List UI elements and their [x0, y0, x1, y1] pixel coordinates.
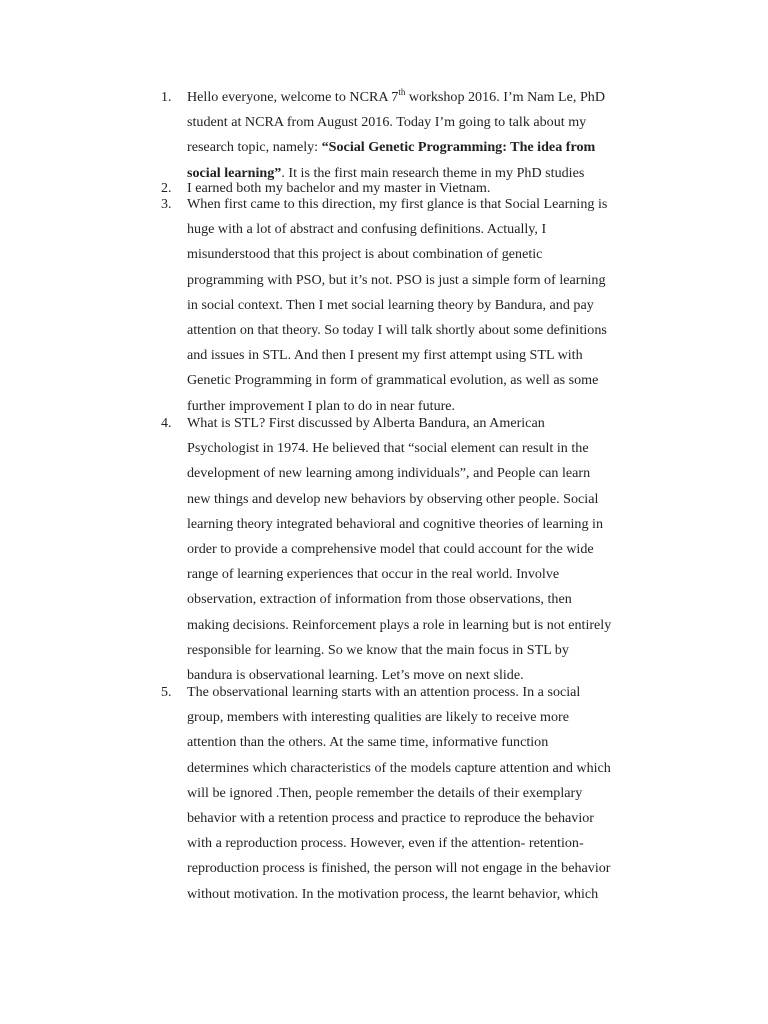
text-line	[187, 512, 663, 537]
text-run: attention on that theory. So today I will talk shortly about some definitions	[187, 322, 607, 339]
text-line	[187, 487, 663, 512]
text-line	[187, 217, 663, 242]
text-run: . It is the first main research theme in my PhD studies	[281, 164, 585, 181]
text-run: determines which characteristics of the models capture attention and which	[187, 759, 611, 776]
text-run: in social context. Then I met social learning theory by Bandura, and pay	[187, 296, 594, 313]
text-run: new things and develop new behaviors by observing other people. Social	[187, 490, 599, 507]
text-run: workshop 2016. I’m Nam Le, PhD	[405, 89, 606, 105]
text-line	[187, 268, 663, 293]
text-line	[187, 806, 663, 831]
text-line	[187, 638, 663, 663]
text-line	[187, 368, 663, 393]
text-line	[187, 293, 663, 318]
text-run: making decisions. Reinforcement plays a role in learning but is not entirely	[187, 616, 612, 633]
bold-text: “Social Genetic Programming: The idea from	[321, 139, 596, 156]
text-line	[187, 192, 663, 217]
list-number: 3.	[161, 197, 172, 212]
text-line	[187, 613, 663, 638]
text-run: with a reproduction process. However, even if the attention- retention-	[187, 835, 584, 852]
text-run: research topic, namely:	[187, 139, 322, 156]
text-run: learning theory integrated behavioral and cognitive theories of learning in	[187, 515, 604, 532]
list-number: 4.	[161, 416, 172, 431]
text-line	[187, 781, 663, 806]
text-run: and issues in STL. And then I present my first attempt using STL with	[187, 347, 583, 364]
text-line	[187, 756, 663, 781]
text-line	[187, 343, 663, 368]
text-run: without motivation. In the motivation process, the learnt behavior, which	[187, 885, 599, 902]
text-run: order to provide a comprehensive model that could account for the wide	[187, 541, 594, 558]
text-run: attention than the others. At the same time, informative function	[187, 734, 549, 751]
text-line	[187, 461, 663, 486]
paragraph	[187, 680, 663, 907]
text-run: I earned both my bachelor and my master in Vietnam.	[187, 180, 491, 196]
text-run: Genetic Programming in form of grammatical evolution, as well as some	[187, 372, 599, 389]
text-run: observation, extraction of information from those observations, then	[187, 591, 572, 608]
text-line	[187, 730, 663, 755]
text-run: huge with a lot of abstract and confusing definitions. Actually, I	[187, 221, 547, 238]
text-run: When first came to this direction, my first glance is that Social Learning is	[187, 196, 608, 212]
text-line	[187, 135, 663, 160]
text-run: misunderstood that this project is about combination of genetic	[187, 246, 543, 263]
text-run: Psychologist in 1974. He believed that “social element can result in the	[187, 440, 589, 457]
text-run: reproduction process is finished, the person will not engage in the behavior	[187, 860, 611, 877]
paragraph	[187, 411, 663, 688]
text-line	[187, 882, 663, 907]
list-number: 5.	[161, 685, 172, 700]
text-line	[187, 831, 663, 856]
text-run: behavior with a retention process and practice to reproduce the behavior	[187, 810, 594, 827]
text-run: bandura is observational learning. Let’s move on next slide.	[187, 667, 524, 684]
text-line	[187, 562, 663, 587]
text-line	[187, 110, 663, 135]
superscript: th	[398, 87, 406, 97]
text-line	[187, 411, 663, 436]
text-run: Hello everyone, welcome to NCRA 7	[187, 89, 399, 105]
bold-text: social learning”	[187, 164, 282, 181]
text-line	[187, 680, 663, 705]
text-run: development of new learning among individuals”, and People can learn	[187, 465, 591, 482]
text-line	[187, 436, 663, 461]
text-line	[187, 85, 663, 110]
text-line	[187, 242, 663, 267]
text-run: student at NCRA from August 2016. Today I’m going to talk about my	[187, 114, 587, 131]
text-run: programming with PSO, but it’s not. PSO is just a simple form of learning	[187, 271, 606, 288]
list-number: 1.	[161, 90, 172, 105]
text-run: What is STL? First discussed by Alberta Bandura, an American	[187, 415, 545, 431]
text-run: further improvement I plan to do in near future.	[187, 397, 456, 414]
paragraph	[187, 192, 663, 419]
text-line	[187, 856, 663, 881]
text-line	[187, 705, 663, 730]
paragraph	[187, 85, 663, 186]
text-run: responsible for learning. So we know that the main focus in STL by	[187, 641, 569, 658]
text-line	[187, 318, 663, 343]
text-line	[187, 587, 663, 612]
text-run: The observational learning starts with an attention process. In a social	[187, 684, 581, 700]
text-run: range of learning experiences that occur in the real world. Involve	[187, 566, 560, 583]
text-run: group, members with interesting qualities are likely to receive more	[187, 709, 569, 726]
text-line	[187, 537, 663, 562]
list-number: 2.	[161, 181, 172, 196]
text-run: will be ignored .Then, people remember the details of their exemplary	[187, 784, 583, 801]
